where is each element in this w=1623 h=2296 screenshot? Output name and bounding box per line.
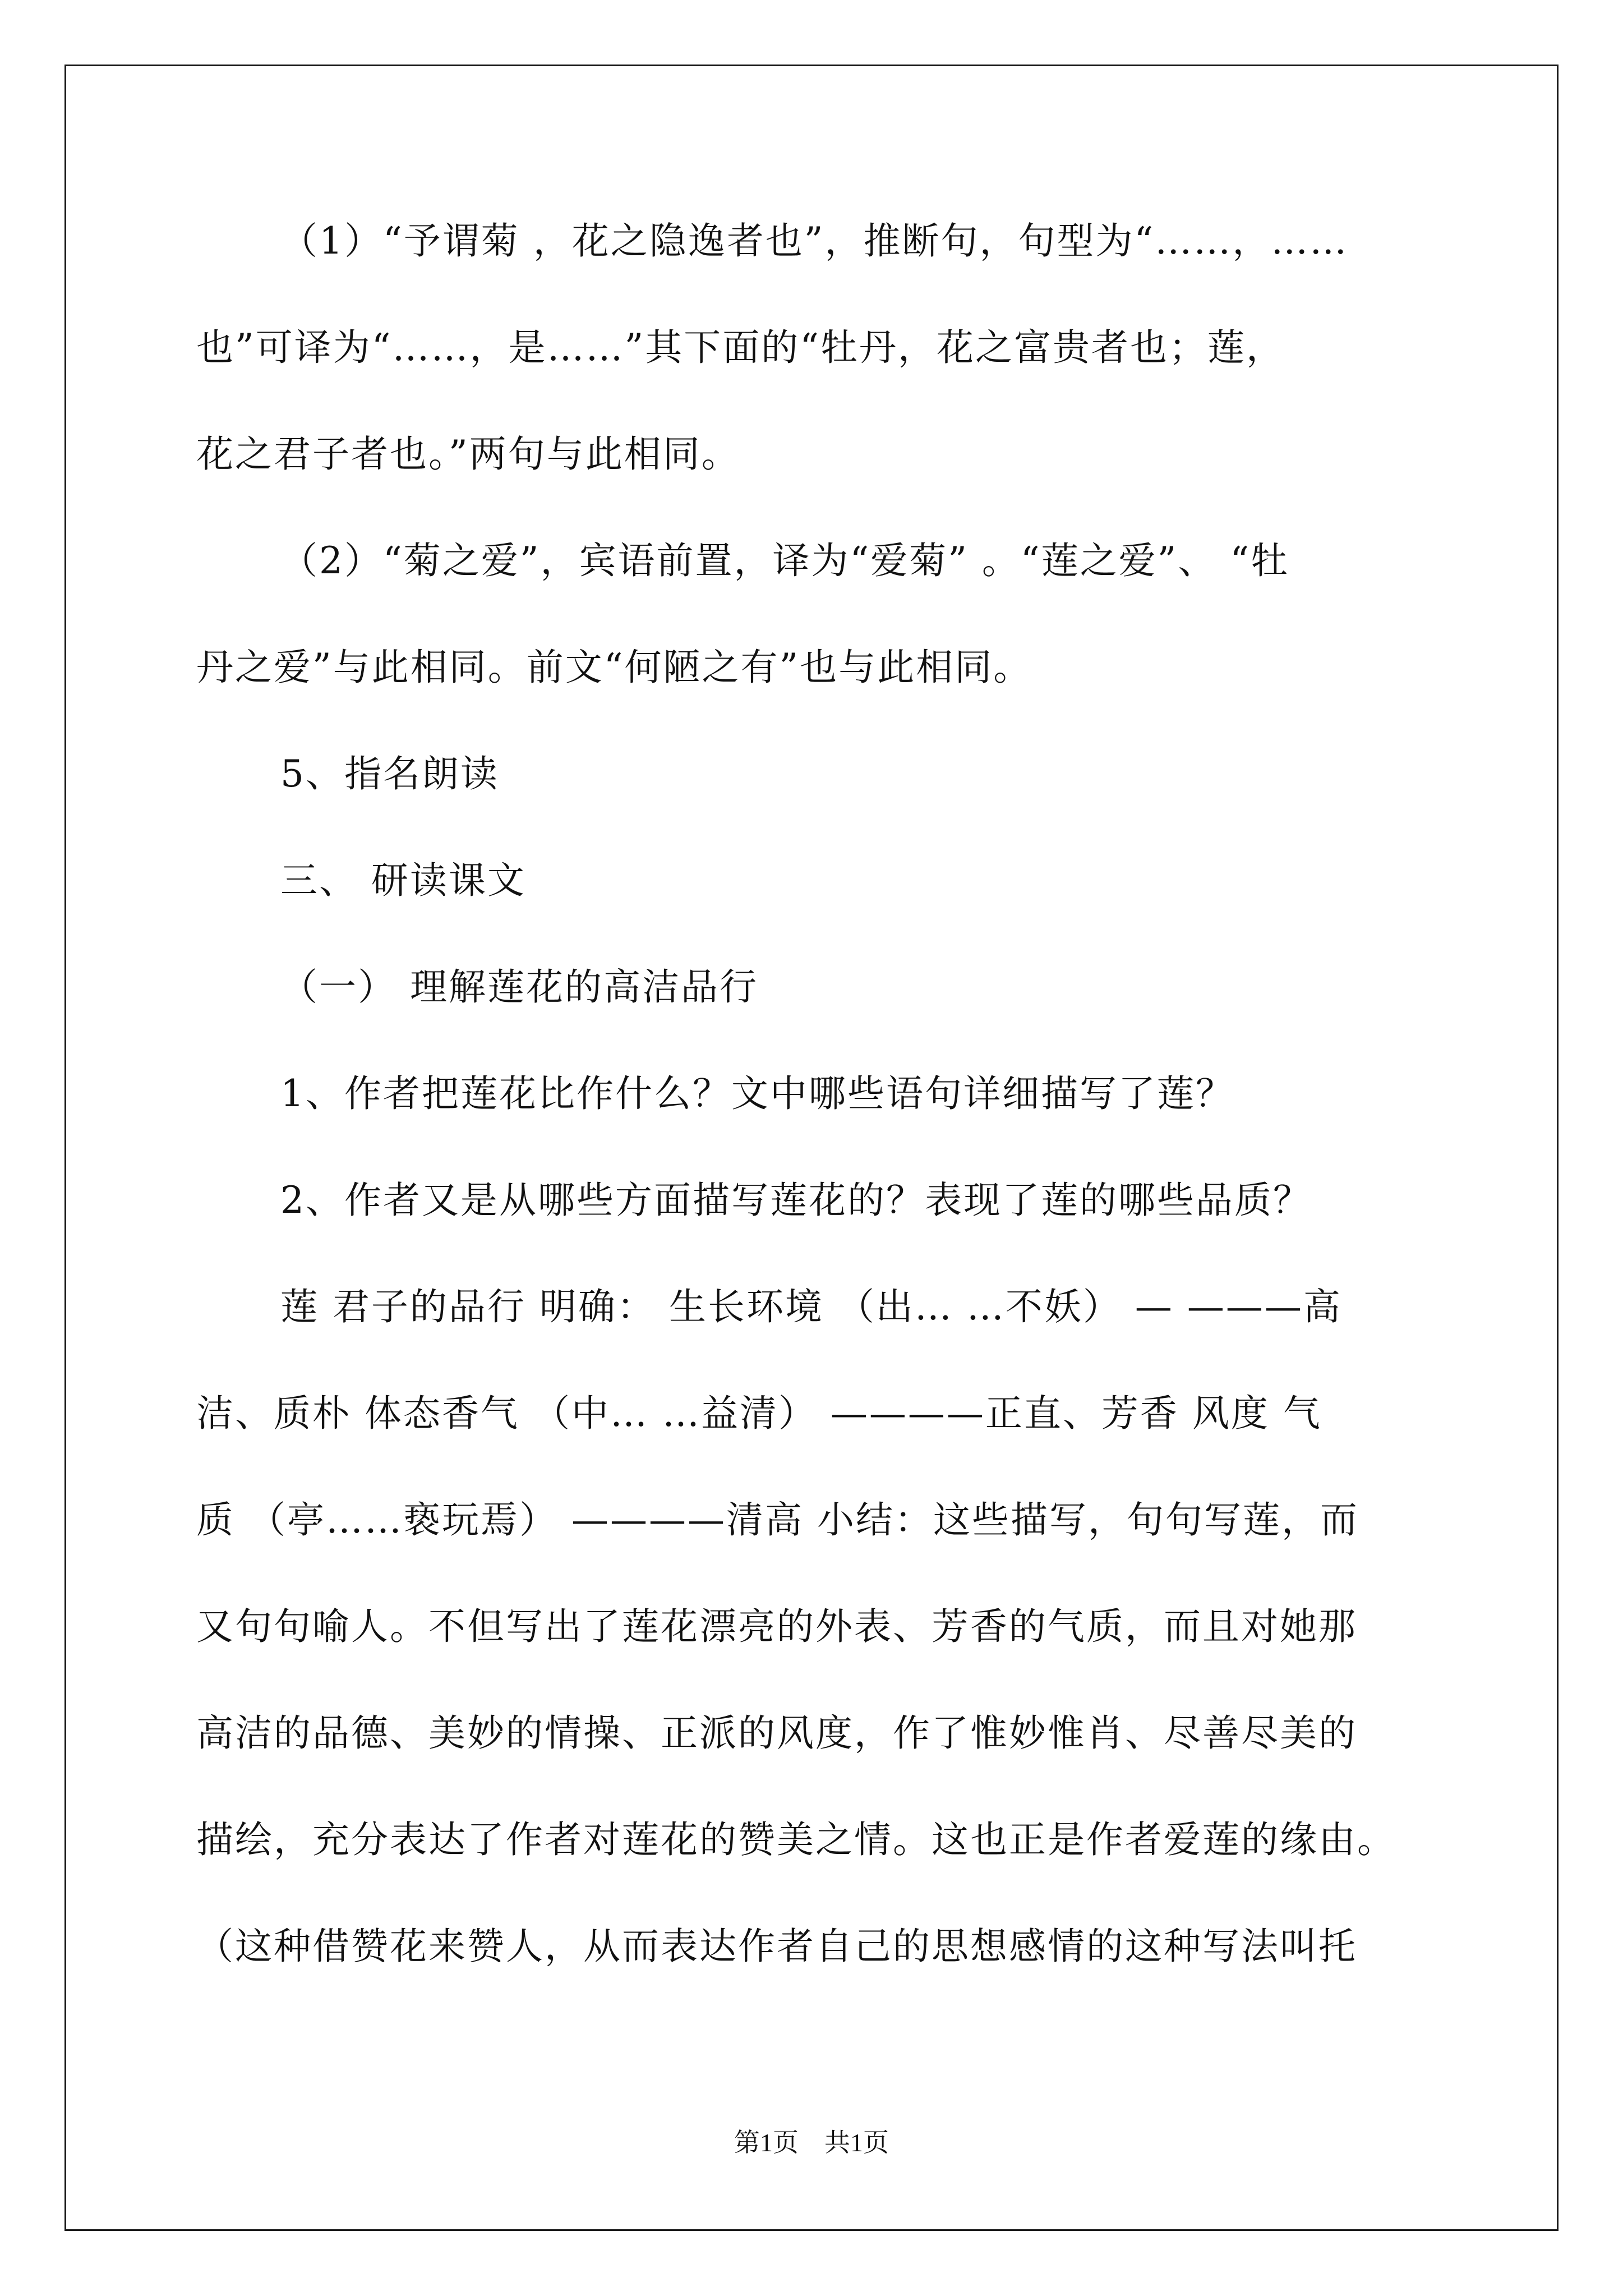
text-line: （2）“菊之爱”，宾语前置，译为“爱菊” 。“莲之爱”、 “牡 <box>280 539 1290 582</box>
text-line: 也”可译为“……，是……”其下面的“牡丹，花之富贵者也；莲， <box>196 326 1285 369</box>
text-line: 洁、质朴 体态香气 （中… …益清） ————正直、芳香 风度 气 <box>196 1392 1322 1435</box>
text-line: 又句句喻人。不但写出了莲花漂亮的外表、芳香的气质，而且对她那 <box>196 1605 1357 1648</box>
text-line: 花之君子者也。”两句与此相同。 <box>196 432 740 476</box>
question-line: 2、作者又是从哪些方面描写莲花的？表现了莲的哪些品质？ <box>280 1179 1312 1222</box>
text-line: 莲 君子的品行 明确： 生长环境 （出… …不妖） — ———高 <box>280 1285 1342 1328</box>
text-line: （1）“予谓菊 ，花之隐逸者也”，推断句，句型为“……，…… <box>280 219 1349 263</box>
text-line: 高洁的品德、美妙的情操、正派的风度，作了惟妙惟肖、尽善尽美的 <box>196 1711 1357 1755</box>
subsection-heading: （一） 理解莲花的高洁品行 <box>280 965 758 1009</box>
text-line: 质 （亭……亵玩焉） ————清高 小结：这些描写，句句写莲，而 <box>196 1498 1359 1542</box>
text-line: 丹之爱”与此相同。前文“何陋之有”也与此相同。 <box>196 646 1032 689</box>
page-border <box>64 65 1559 2231</box>
question-line: 1、作者把莲花比作什么？文中哪些语句详细描写了莲？ <box>280 1072 1234 1115</box>
section-heading: 三、 研读课文 <box>280 859 526 902</box>
text-line: 5、指名朗读 <box>280 752 499 795</box>
text-line: （这种借赞花来赞人，从而表达作者自己的思想感情的这种写法叫托 <box>196 1925 1357 1968</box>
text-line: 描绘，充分表达了作者对莲花的赞美之情。这也正是作者爱莲的缘由。 <box>196 1818 1396 1861</box>
page-number-footer: 第1页 共1页 <box>734 2128 889 2157</box>
